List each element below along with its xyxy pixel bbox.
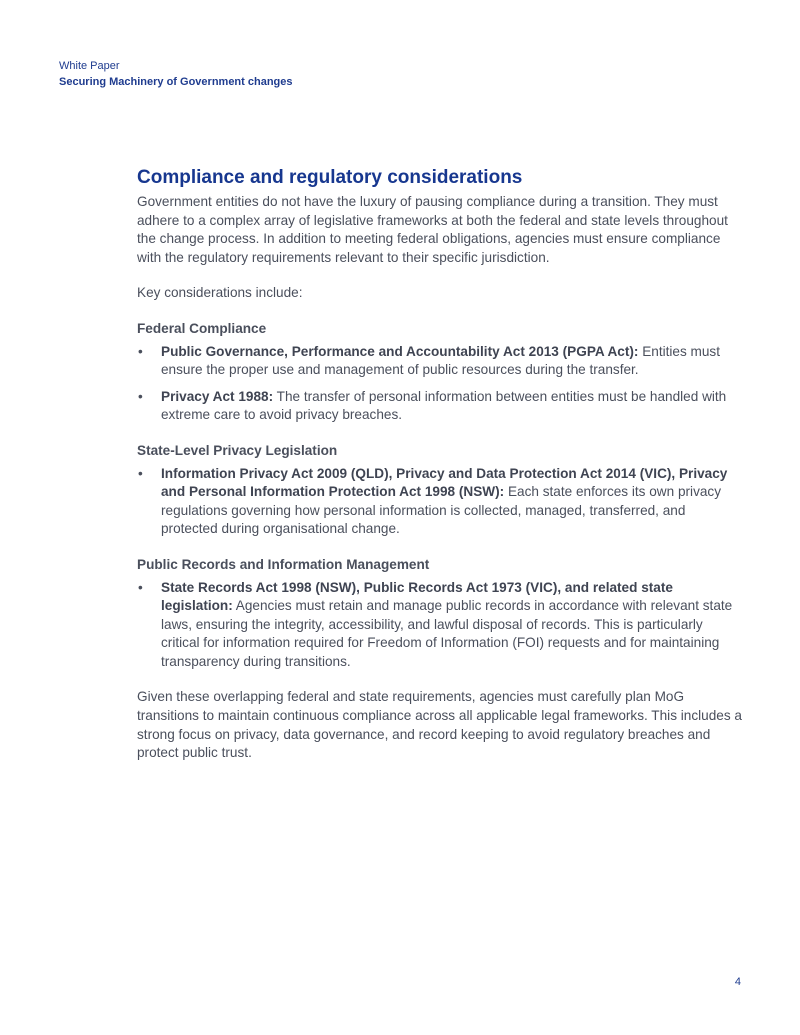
item-term: Public Governance, Performance and Accountability Act 2013 (PGPA Act):: [161, 343, 639, 359]
bullet-glyph: •: [138, 388, 143, 404]
public-records-heading: Public Records and Information Management: [137, 556, 430, 572]
item-term: Privacy Act 1988:: [161, 388, 274, 404]
document-type: White Paper: [59, 60, 120, 72]
federal-compliance-list: [137, 343, 743, 425]
key-considerations-intro: Key considerations include:: [137, 285, 303, 301]
item-text: Entities must ensure the proper use and management of public resources during the transfer.: [161, 343, 721, 378]
item-text: Agencies must retain and manage public records in accordance with relevant state laws, ensuring the integrity, accessibility, and lawful disposal of records. This is particularly critical for information required for Freedom of Information (FOI) requests and for maintaining transparency during transitions.: [161, 598, 733, 669]
running-header: [59, 58, 293, 90]
conclusion-paragraph: Given these overlapping federal and state requirements, agencies must carefully plan MoG transitions to maintain continuous compliance across all applicable legal frameworks. This includes a strong focus on privacy, data governance, and record keeping to avoid regulatory breaches and protect public trust.: [137, 689, 742, 761]
list-item: [137, 343, 743, 380]
item-term: Information Privacy Act 2009 (QLD), Privacy and Data Protection Act 2014 (VIC), Privacy and Personal Information Protection Act 1998 (NSW):: [161, 465, 728, 500]
item-text: Each state enforces its own privacy regulations governing how personal information is collected, managed, transferred, and protected during organisational change.: [161, 484, 722, 537]
list-item: [137, 388, 743, 425]
item-text: The transfer of personal information between entities must be handled with extreme care to avoid privacy breaches.: [161, 388, 727, 423]
bullet-glyph: •: [138, 343, 143, 359]
bullet-glyph: •: [138, 579, 143, 595]
list-item: [137, 579, 743, 672]
document-title: Securing Machinery of Government changes: [59, 76, 293, 88]
section-title: Compliance and regulatory considerations: [137, 167, 523, 188]
public-records-list: [137, 579, 743, 672]
federal-compliance-heading: Federal Compliance: [137, 320, 267, 336]
list-item: [137, 465, 743, 539]
item-term: State Records Act 1998 (NSW), Public Records Act 1973 (VIC), and related state legislation:: [161, 579, 673, 614]
state-privacy-heading: State-Level Privacy Legislation: [137, 442, 338, 458]
state-privacy-list: [137, 465, 743, 539]
intro-paragraph: Government entities do not have the luxury of pausing compliance during a transition. They must adhere to a complex array of legislative frameworks at both the federal and state levels throughout the change process. In addition to meeting federal obligations, agencies must ensure compliance with the regulatory requirements relevant to their specific jurisdiction.: [137, 194, 728, 265]
bullet-glyph: •: [138, 465, 143, 481]
page-number: 4: [734, 976, 741, 988]
main-content: [137, 165, 743, 763]
